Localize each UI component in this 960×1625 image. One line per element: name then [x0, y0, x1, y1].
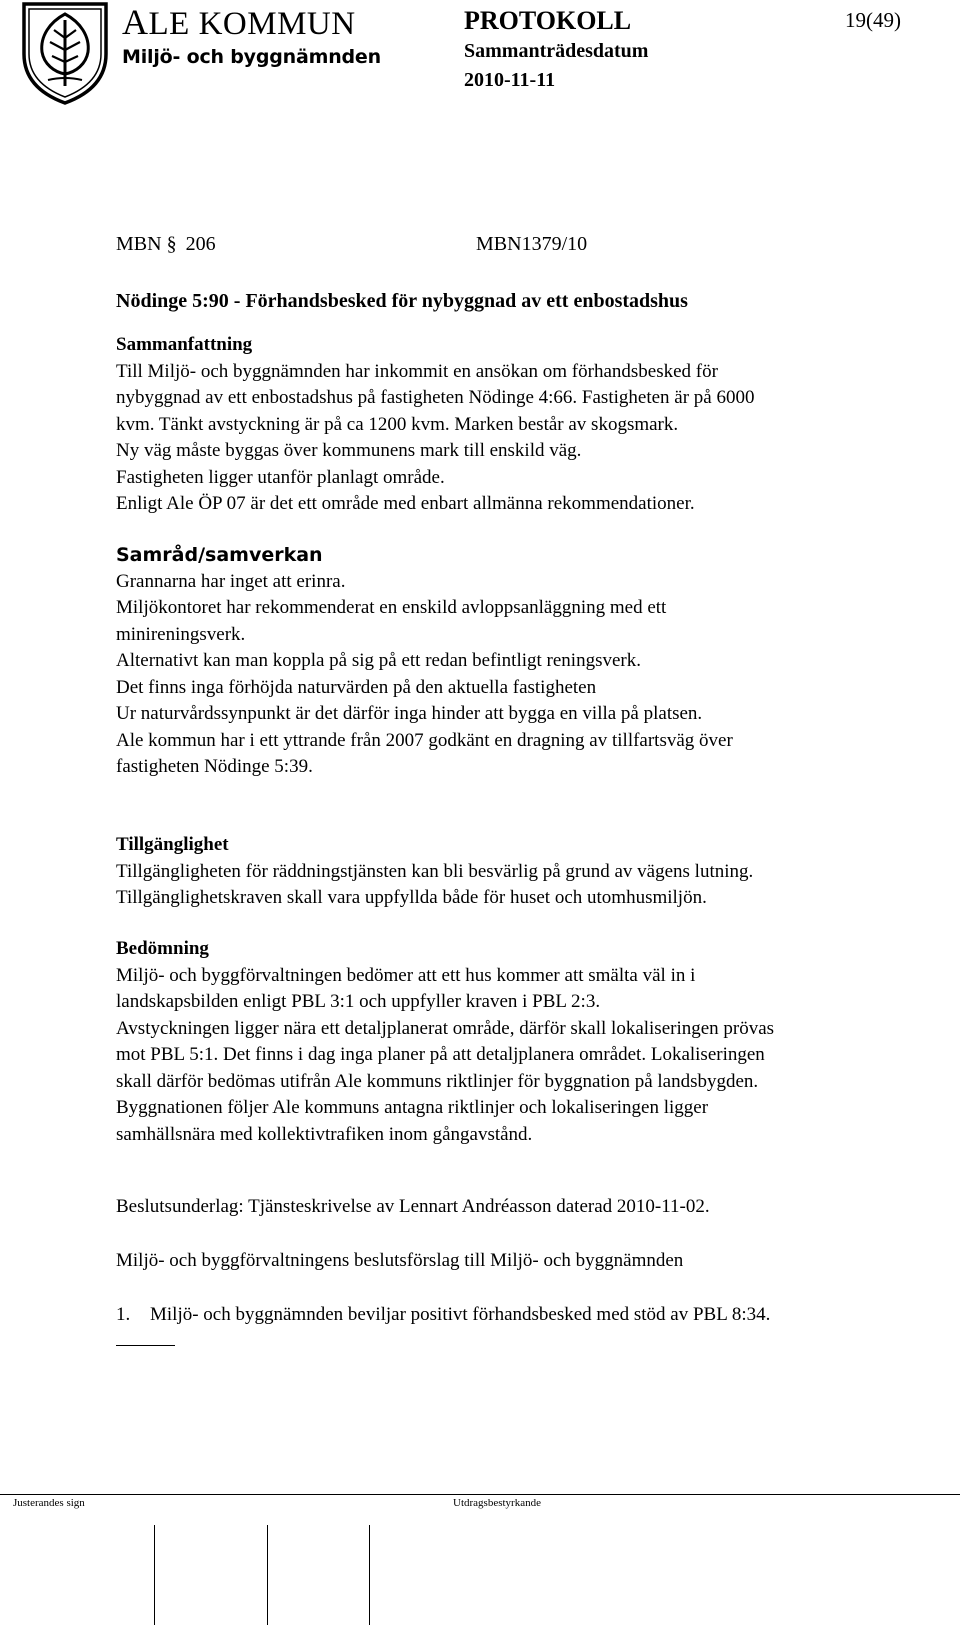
reference-number: 206 [185, 233, 216, 255]
text-line: samhällsnära med kollektivtrafiken inom gångavstånd. [116, 1123, 533, 1145]
case-number: MBN1379/10 [476, 233, 588, 255]
text-line: Tillgänglighetskraven skall vara uppfyllda både för huset och utomhusmiljön. [116, 887, 707, 908]
section-sammanfattning [116, 332, 916, 518]
text-line: mot PBL 5:1. Det finns i dag inga planer på att detaljplanera området. Lokaliseringen [116, 1044, 765, 1065]
text-line: Byggnationen följer Ale kommuns antagna riktlinjer och lokaliseringen ligger [116, 1097, 709, 1118]
certification-label: Utdragsbestyrkande [453, 1497, 541, 1509]
proposal-intro [116, 1248, 916, 1275]
section-heading: Tillgänglighet [116, 834, 229, 855]
text-line: Ale kommun har i ett yttrande från 2007 godkänt en dragning av tillfartsväg över [116, 729, 733, 751]
text-line: Enligt Ale ÖP 07 är det ett område med enbart allmänna rekommendationer. [116, 493, 695, 514]
section-bedomning [116, 936, 916, 1148]
proposal-item [116, 1302, 916, 1329]
text-line: Ur naturvårdssynpunkt är det därför inga hinder att bygga en villa på platsen. [116, 703, 703, 724]
proposal-text: Miljö- och byggnämnden beviljar positivt förhandsbesked med stöd av PBL 8:34. [150, 1304, 771, 1325]
section-heading: Sammanfattning [116, 334, 253, 355]
signature-box-divider [369, 1525, 370, 1625]
signature-box-divider [154, 1525, 155, 1625]
proposal-line [116, 1302, 916, 1329]
section-heading: Samråd/samverkan [116, 544, 323, 566]
document-title: PROTOKOLL [464, 6, 632, 35]
case-title: Nödinge 5:90 - Förhandsbesked för nybyggnad av ett enbostadshus [116, 290, 688, 312]
signature-label: Justerandes sign [13, 1497, 85, 1509]
decision-basis [116, 1194, 916, 1221]
text-line: Avstyckningen ligger nära ett detaljplanerat område, därför skall lokaliseringen prövas [116, 1017, 775, 1039]
municipal-crest-logo [20, 0, 110, 106]
text-line: Tillgängligheten för räddningstjänsten kan bli besvärlig på grund av vägens lutning. [116, 860, 754, 882]
text-line: skall därför bedömas utifrån Ale kommuns riktlinjer för byggnation på landsbygden. [116, 1070, 759, 1092]
text-line: landskapsbilden enligt PBL 3:1 och uppfyller kraven i PBL 2:3. [116, 991, 601, 1012]
proposal-number: 1. [116, 1304, 131, 1325]
text-line: Fastigheten ligger utanför planlagt område. [116, 466, 445, 488]
text-line: Beslutsunderlag: Tjänsteskrivelse av Lennart Andréasson daterad 2010-11-02. [116, 1196, 710, 1217]
paragraph-symbol: § [166, 233, 177, 255]
text-line: fastigheten Nödinge 5:39. [116, 756, 313, 777]
organization-name: ALE KOMMUN [122, 2, 356, 42]
text-line: minireningsverk. [116, 623, 246, 645]
meeting-date-label: Sammanträdesdatum [464, 40, 649, 62]
signature-box-divider [267, 1525, 268, 1625]
section-samrad [116, 542, 916, 781]
text-line: Miljö- och byggförvaltningens beslutsförslag till Miljö- och byggnämnden [116, 1250, 684, 1271]
section-heading: Bedömning [116, 938, 209, 959]
divider-line [116, 1345, 175, 1346]
footer-rule [0, 1494, 960, 1495]
text-line: Till Miljö- och byggnämnden har inkommit en ansökan om förhandsbesked för [116, 360, 718, 382]
section-tillganglighet [116, 832, 916, 912]
reference-prefix: MBN [116, 233, 162, 255]
text-line: kvm. Tänkt avstyckning är på ca 1200 kvm. Marken består av skogsmark. [116, 413, 679, 435]
meeting-date-value: 2010-11-11 [464, 69, 556, 91]
text-line: Miljökontoret har rekommenderat en enskild avloppsanläggning med ett [116, 597, 667, 618]
text-line: Alternativt kan man koppla på sig på ett redan befintligt reningsverk. [116, 650, 641, 671]
text-line: Grannarna har inget att erinra. [116, 570, 346, 592]
text-line: nybyggnad av ett enbostadshus på fastigheten Nödinge 4:66. Fastigheten är på 6000 [116, 387, 755, 408]
page-number: 19(49) [845, 8, 901, 32]
department-name: Miljö- och byggnämnden [122, 46, 381, 68]
text-line: Det finns inga förhöjda naturvärden på den aktuella fastigheten [116, 676, 597, 698]
text-line: Ny väg måste byggas över kommunens mark till enskild väg. [116, 440, 582, 461]
text-line: Miljö- och byggförvaltningen bedömer att ett hus kommer att smälta väl in i [116, 964, 696, 986]
paragraph-reference [116, 234, 216, 254]
